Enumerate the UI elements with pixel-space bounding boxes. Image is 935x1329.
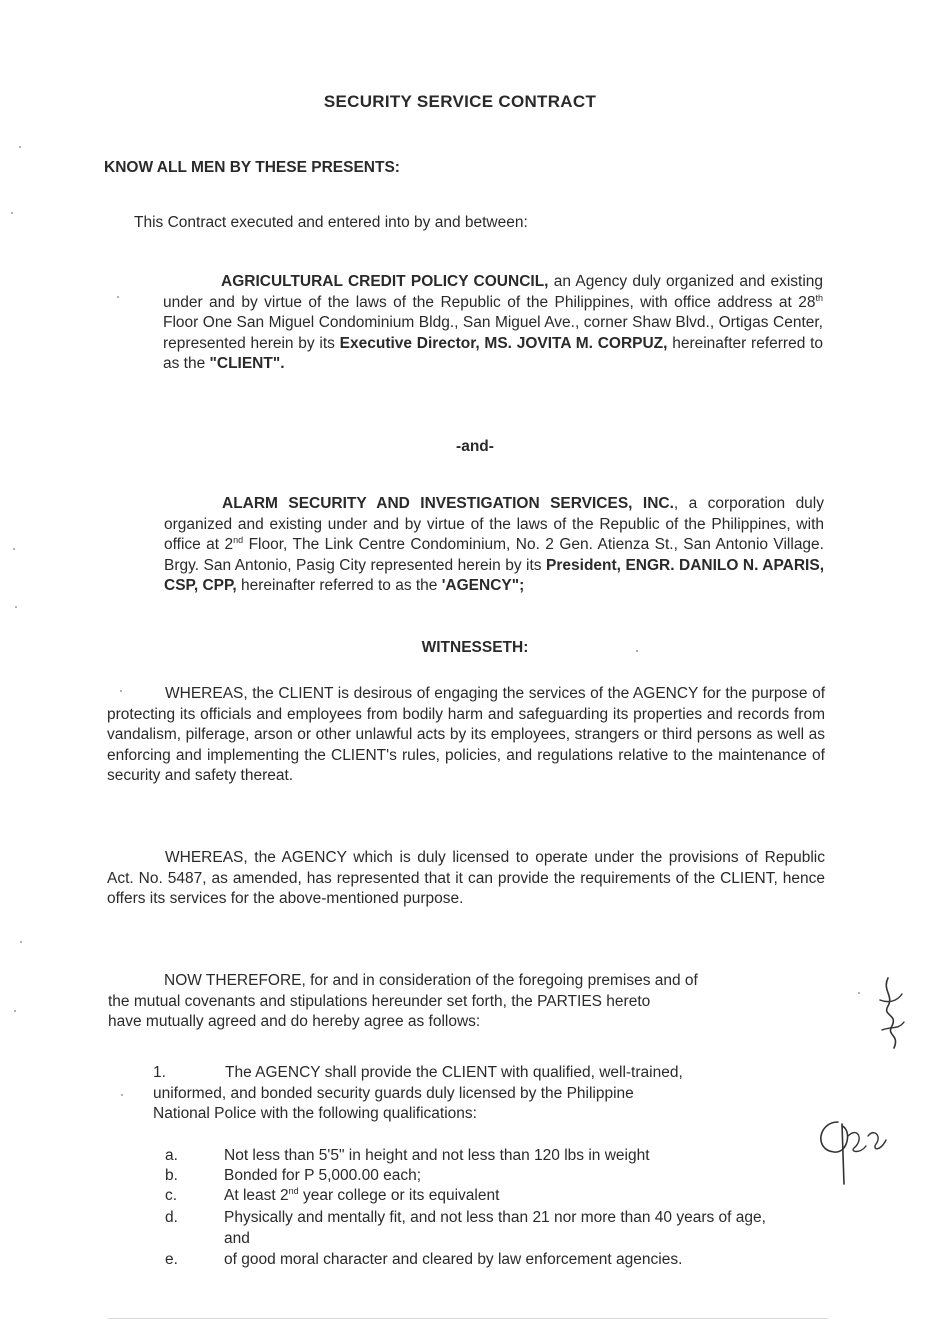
scan-speck (120, 690, 122, 692)
now-therefore-line: have mutually agreed and do hereby agree as follows: (108, 1013, 481, 1030)
client-text-c: hereinafter referred to as the (163, 334, 823, 372)
scan-speck (20, 941, 22, 943)
qualification-item (165, 1250, 785, 1271)
qualification-text: Physically and mentally fit, and not less than 21 nor more than 40 years of age, and (224, 1209, 766, 1247)
item-1-line: uniformed, and bonded security guards duly licensed by the Philippine (153, 1084, 634, 1102)
qualification-letter: b. (165, 1167, 178, 1184)
agency-name: ALARM SECURITY AND INVESTIGATION SERVICES, INC. (222, 495, 674, 512)
qualification-text (224, 1186, 785, 1207)
qualification-text-a: At least 2 (224, 1187, 289, 1204)
know-all-men-heading: KNOW ALL MEN BY THESE PRESENTS: (104, 159, 400, 176)
scan-speck (636, 650, 638, 652)
item-1-line: National Police with the following qualifications: (153, 1105, 477, 1122)
client-text-a: an Agency duly organized and existing under and by virtue of the laws of the Republic of the Philippines, with office address at 28 (163, 273, 824, 311)
qualification-letter: a. (165, 1147, 178, 1164)
and-separator: -and- (456, 438, 494, 455)
qualification-item (165, 1208, 785, 1249)
scan-speck (19, 146, 21, 148)
scan-speck (858, 992, 860, 994)
qualification-text: of good moral character and cleared by law enforcement agencies. (224, 1251, 683, 1268)
scan-speck (15, 606, 17, 608)
document-title: SECURITY SERVICE CONTRACT (323, 92, 597, 111)
now-therefore-paragraph (108, 971, 828, 1033)
handwritten-initials (858, 970, 918, 1060)
agency-reference: 'AGENCY"; (441, 577, 525, 594)
item-1 (153, 1063, 793, 1125)
scan-speck (13, 548, 15, 550)
now-therefore-line: NOW THEREFORE, for and in consideration of the foregoing premises and of (164, 972, 698, 989)
qualification-letter: c. (165, 1187, 178, 1204)
qualification-text: Bonded for P 5,000.00 each; (224, 1167, 422, 1184)
qualification-letter: d. (165, 1209, 178, 1226)
item-1-line: The AGENCY shall provide the CLIENT with qualified, well-trained, (225, 1064, 683, 1081)
agency-text-c: hereinafter referred to as the (236, 577, 442, 594)
scan-speck (14, 1010, 16, 1012)
client-reference: "CLIENT". (209, 355, 285, 372)
scan-speck (121, 1094, 123, 1096)
qualification-item (165, 1146, 785, 1167)
whereas-paragraph-1 (107, 684, 825, 787)
client-representative: Executive Director, MS. JOVITA M. CORPUZ, (339, 334, 668, 352)
client-text-b: Floor One San Miguel Condominium Bldg., San Miguel Ave., corner Shaw Blvd., Ortigas Center, represented herein by its (163, 314, 823, 352)
qualification-text: Not less than 5'5" in height and not less than 120 lbs in weight (224, 1147, 650, 1164)
whereas-2-text: WHEREAS, the AGENCY which is duly licensed to operate under the provisions of Republic Act. No. 5487, as amended, has represented that it can provide the requirements of the CLIENT, hence offers its services for the above-mentioned purpose. (107, 849, 825, 907)
agency-representative: President, ENGR. DANILO N. APARIS, CSP, CPP, (164, 556, 825, 594)
whereas-1-text: WHEREAS, the CLIENT is desirous of engaging the services of the AGENCY for the purpose of protecting its officials and employees from bodily harm and safeguarding its properties and records from vandalism, pilferage, arson or other unlawful acts by its employees, strangers or third persons as well as enforcing and implementing the CLIENT's rules, policies, and regulations relative to the maintenance of security and safety thereat. (107, 685, 825, 784)
qualification-item (165, 1166, 785, 1187)
handwritten-signature (808, 1110, 898, 1190)
party-agency-paragraph (164, 494, 824, 597)
agency-text-b: Floor, The Link Centre Condominium, No. 2 Gen. Atienza St., San Antonio Village. Brgy. San Antonio, Pasig City represented herein by its (164, 536, 824, 574)
scan-speck (117, 296, 119, 298)
whereas-paragraph-2 (107, 848, 825, 910)
agency-sup: nd (233, 534, 244, 545)
now-therefore-line: the mutual covenants and stipulations hereunder set forth, the PARTIES hereto (108, 992, 651, 1010)
witnesseth-heading: WITNESSETH: (421, 639, 529, 656)
qualification-letter: e. (165, 1251, 178, 1268)
agency-text-a: , a corporation duly organized and existing under and by virtue of the laws of the Republic of the Philippines, with office at 2 (164, 495, 824, 553)
qualification-item (165, 1186, 785, 1207)
item-1-number: 1. (153, 1064, 166, 1081)
qualification-text-b: year college or its equivalent (298, 1187, 500, 1204)
page-bottom-edge (108, 1318, 828, 1319)
scan-speck (11, 212, 13, 214)
client-name: AGRICULTURAL CREDIT POLICY COUNCIL, (221, 273, 549, 290)
party-client-paragraph (163, 272, 823, 375)
qualification-sup: nd (288, 1185, 299, 1196)
intro-line: This Contract executed and entered into by and between: (134, 214, 528, 231)
client-sup: th (815, 292, 823, 303)
